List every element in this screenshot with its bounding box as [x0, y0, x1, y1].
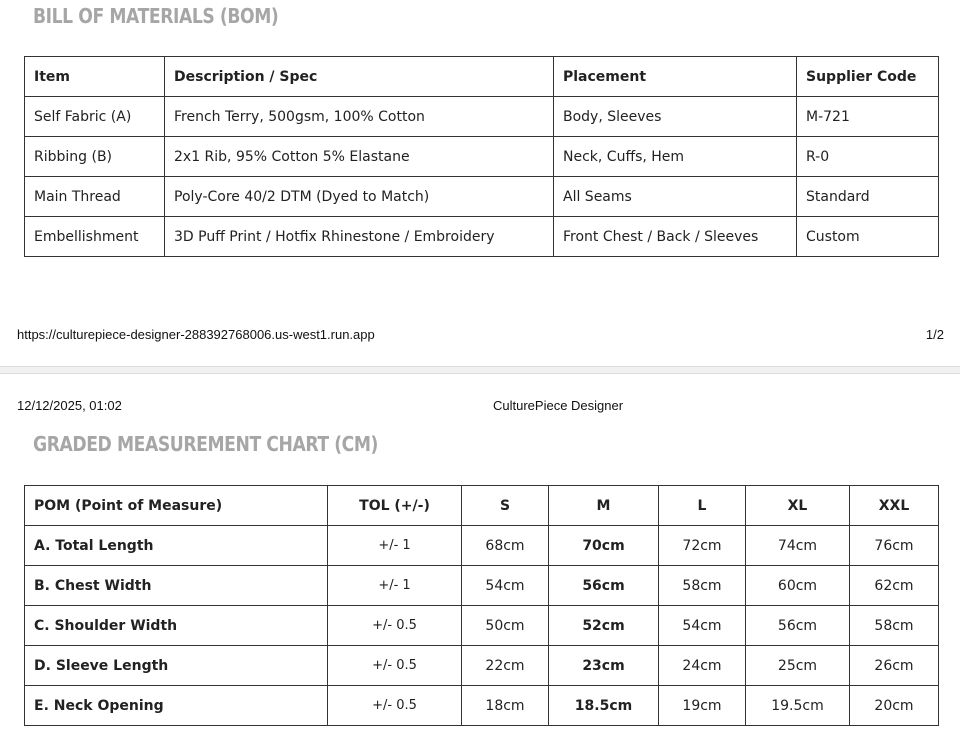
bom-row — [25, 177, 939, 217]
measurement-row — [25, 526, 939, 566]
bom-cell-placement: Neck, Cuffs, Hem — [554, 137, 797, 177]
measurement-cell-tolerance: +/- 0.5 — [328, 606, 462, 646]
measurement-cell-l: 19cm — [659, 686, 746, 726]
measurement-cell-xl: 25cm — [746, 646, 850, 686]
measurement-cell-s: 68cm — [462, 526, 549, 566]
measurement-cell-xxl: 26cm — [850, 646, 939, 686]
measurement-header-size-s: S — [462, 486, 549, 526]
measurement-cell-s: 22cm — [462, 646, 549, 686]
bom-cell-supplier-code: R-0 — [797, 137, 939, 177]
bom-cell-item: Main Thread — [25, 177, 165, 217]
measurement-cell-m: 52cm — [549, 606, 659, 646]
measurement-cell-l: 72cm — [659, 526, 746, 566]
bom-section-title: BILL OF MATERIALS (BOM) — [33, 4, 279, 28]
measurement-cell-m: 70cm — [549, 526, 659, 566]
measurement-row — [25, 646, 939, 686]
measurement-cell-tolerance: +/- 0.5 — [328, 646, 462, 686]
measurement-cell-m: 56cm — [549, 566, 659, 606]
bom-cell-description: Poly-Core 40/2 DTM (Dyed to Match) — [165, 177, 554, 217]
measurement-cell-pom: E. Neck Opening — [25, 686, 328, 726]
measurement-cell-xxl: 58cm — [850, 606, 939, 646]
measurement-cell-m: 18.5cm — [549, 686, 659, 726]
measurement-cell-xl: 56cm — [746, 606, 850, 646]
measurement-header-row — [25, 486, 939, 526]
measurement-cell-pom: C. Shoulder Width — [25, 606, 328, 646]
bom-header-placement: Placement — [554, 57, 797, 97]
bom-cell-placement: All Seams — [554, 177, 797, 217]
bom-header-row — [25, 57, 939, 97]
measurement-cell-s: 50cm — [462, 606, 549, 646]
bom-row — [25, 97, 939, 137]
measurement-cell-s: 54cm — [462, 566, 549, 606]
measurement-cell-l: 54cm — [659, 606, 746, 646]
measurement-cell-tolerance: +/- 1 — [328, 566, 462, 606]
bom-cell-item: Ribbing (B) — [25, 137, 165, 177]
bom-cell-description: French Terry, 500gsm, 100% Cotton — [165, 97, 554, 137]
bom-cell-description: 2x1 Rib, 95% Cotton 5% Elastane — [165, 137, 554, 177]
print-page-number: 1/2 — [925, 327, 944, 342]
measurement-cell-xxl: 62cm — [850, 566, 939, 606]
measurement-header-tolerance: TOL (+/-) — [328, 486, 462, 526]
measurement-cell-pom: D. Sleeve Length — [25, 646, 328, 686]
bom-header-item: Item — [25, 57, 165, 97]
print-header-app-name: CulturePiece Designer — [493, 398, 624, 413]
measurement-row — [25, 566, 939, 606]
measurement-header-size-l: L — [659, 486, 746, 526]
measurement-cell-xl: 19.5cm — [746, 686, 850, 726]
bom-cell-supplier-code: Custom — [797, 217, 939, 257]
measurement-cell-pom: B. Chest Width — [25, 566, 328, 606]
bom-row — [25, 137, 939, 177]
bom-cell-supplier-code: Standard — [797, 177, 939, 217]
measurement-cell-tolerance: +/- 1 — [328, 526, 462, 566]
measurement-header-pom: POM (Point of Measure) — [25, 486, 328, 526]
measurement-header-size-xxl: XXL — [850, 486, 939, 526]
measurement-cell-xxl: 76cm — [850, 526, 939, 566]
bom-header-description: Description / Spec — [165, 57, 554, 97]
bom-cell-item: Self Fabric (A) — [25, 97, 165, 137]
bom-cell-item: Embellishment — [25, 217, 165, 257]
bom-row — [25, 217, 939, 257]
measurement-table — [24, 485, 939, 726]
page-break-divider — [0, 366, 960, 374]
bom-cell-placement: Front Chest / Back / Sleeves — [554, 217, 797, 257]
measurement-cell-pom: A. Total Length — [25, 526, 328, 566]
measurement-cell-s: 18cm — [462, 686, 549, 726]
measurement-cell-l: 24cm — [659, 646, 746, 686]
measurement-row — [25, 606, 939, 646]
measurement-cell-xl: 74cm — [746, 526, 850, 566]
measurement-cell-xl: 60cm — [746, 566, 850, 606]
measurement-cell-m: 23cm — [549, 646, 659, 686]
bom-header-supplier-code: Supplier Code — [797, 57, 939, 97]
measurement-row — [25, 686, 939, 726]
measurement-cell-tolerance: +/- 0.5 — [328, 686, 462, 726]
print-footer-url: https://culturepiece-designer-288392768006.us-west1.run.app — [17, 327, 375, 342]
bom-table — [24, 56, 939, 257]
print-header-date: 12/12/2025, 01:02 — [17, 398, 122, 413]
bom-cell-supplier-code: M-721 — [797, 97, 939, 137]
measurement-cell-xxl: 20cm — [850, 686, 939, 726]
measurement-header-size-m: M — [549, 486, 659, 526]
measurement-section-title: GRADED MEASUREMENT CHART (CM) — [33, 432, 378, 456]
bom-cell-description: 3D Puff Print / Hotfix Rhinestone / Embroidery — [165, 217, 554, 257]
measurement-cell-l: 58cm — [659, 566, 746, 606]
bom-cell-placement: Body, Sleeves — [554, 97, 797, 137]
measurement-header-size-xl: XL — [746, 486, 850, 526]
